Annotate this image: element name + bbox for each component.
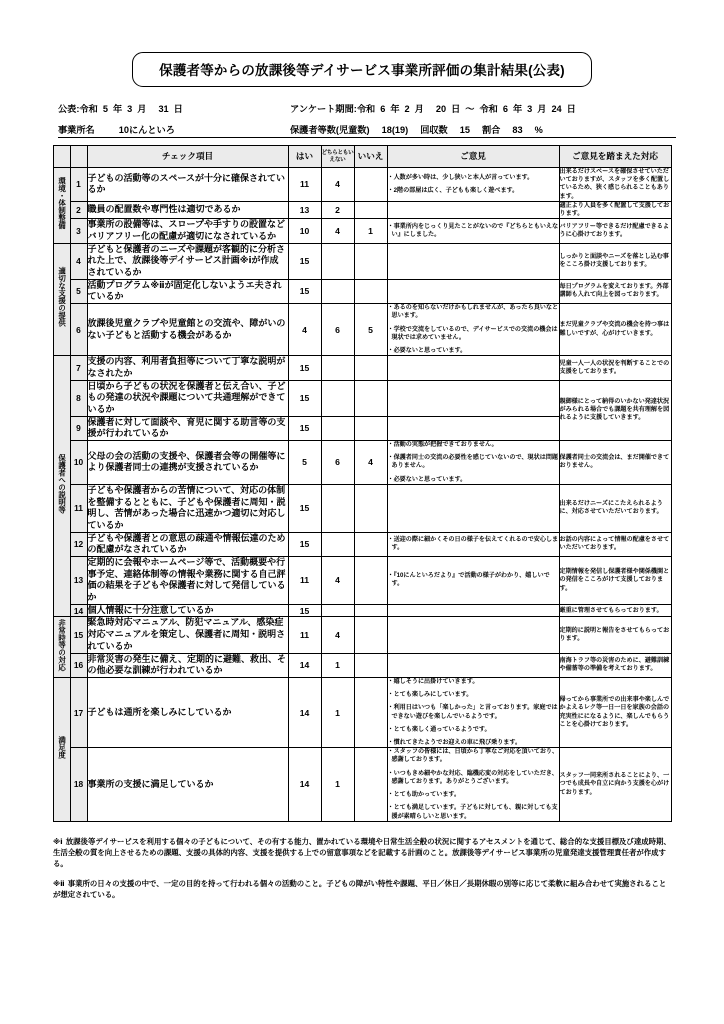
category-cell — [53, 243, 70, 356]
response-cell: まだ児童クラブや交流の機会を持つ事は難しいですが、心がけていきます。 — [559, 304, 671, 356]
yes-count: 15 — [288, 243, 321, 279]
response-cell: 出来るだけスペースを確保させていただいておりますが、スタッフを多く配置しているため、狭く感じられることもあります。 — [559, 168, 670, 200]
yes-count: 10 — [288, 219, 321, 243]
check-item-text: 個人情報に十分注意しているか — [87, 604, 288, 617]
neither-count: 4 — [321, 219, 354, 243]
neither-count — [321, 604, 354, 617]
response-cell: 適正より人員を多く配置して支援しております。 — [559, 201, 670, 218]
footnotes — [53, 836, 671, 901]
row-number: 4 — [70, 243, 87, 279]
no-count — [354, 356, 387, 380]
footnote-text: 事業所の日々の支援の中で、一定の目的を持って行われる個々の活動のこと。子どもの障がい特性や課題、平日／休日／長期休暇の別等に応じて柔軟に組み合わせて実施されることが想定されている。 — [53, 879, 667, 900]
response-cell: 帰ってから事業所での出来事や楽しんでかよえるレク等一日一日を家族の会話の充実性にになるように、楽しんでもらうことを心掛けております。 — [559, 677, 671, 747]
table-row — [53, 484, 671, 532]
row-number: 15 — [70, 617, 87, 653]
opinion-item: ・『10にんといろだより』で活動の様子がわかり、嬉しいです。 — [387, 572, 550, 588]
response-cell: しっかりと面談やニーズを落とし込む事をこころ掛け支援しております。 — [559, 243, 671, 279]
table-row — [53, 219, 671, 243]
category-cell — [53, 168, 70, 244]
footnote-marker: ※ⅰ — [53, 836, 63, 846]
neither-count: 1 — [321, 748, 354, 822]
response-cell: 定期情報を発信し保護者様や関係機関との発信をこころがけて支援しております。 — [559, 557, 671, 605]
check-item-text: 活動プログラム※ⅱが固定化しないようエ夫されているか — [87, 279, 288, 303]
no-count — [354, 532, 387, 556]
check-item-text: 定期的に会報やホームページ等で、活動概要や行事予定、連絡体制等の情報や業務に関する自己評価の結果を子どもや保護者に対して発信しているか — [87, 557, 288, 605]
opinion-cell — [387, 304, 559, 356]
opinion-item: ・とても助かっています。 — [387, 791, 461, 799]
check-item-text: 子どもの活動等のスペースが十分に確保されているか — [87, 168, 288, 202]
period-start-year-unit: 年 — [390, 104, 400, 114]
publish-date-group — [58, 101, 290, 115]
neither-count: 4 — [321, 617, 354, 653]
opinion-item: ・事業所内をじっくり見たことがないので『どちらともいえない』にしました。 — [387, 222, 559, 238]
row-number: 12 — [70, 532, 87, 556]
guardians-label: 保護者等数(児童数) — [290, 125, 370, 135]
period-end-year-unit: 年 — [512, 104, 523, 114]
table-row — [53, 532, 671, 556]
opinion-item: ・必要ないと思っています。 — [387, 475, 467, 483]
neither-count: 6 — [321, 304, 354, 356]
neither-count — [321, 416, 354, 440]
collected-value: 15 — [459, 125, 470, 135]
neither-count — [321, 243, 354, 279]
check-item-text: 保護者に対して面談や、育児に関する助言等の支援が行われているか — [87, 416, 288, 440]
table-row — [53, 748, 671, 822]
period-end-year: 6 — [502, 104, 508, 114]
yes-count: 5 — [288, 441, 321, 485]
period-start-day-unit: 日 — [451, 104, 461, 114]
opinion-item: ・送迎の際に細かくその日の様子を伝えてくれるので安心します。 — [387, 536, 559, 552]
table-row — [53, 243, 671, 279]
check-item-text: 子どもと保護者のニーズや課題が客観的に分析された上で、放課後等デイサービス計画※ⅰが作成されているか — [87, 243, 288, 279]
no-count — [354, 604, 387, 617]
yes-count: 11 — [288, 557, 321, 605]
opinion-item: ・とても楽しみにしています。 — [387, 691, 473, 699]
yes-count: 15 — [288, 484, 321, 532]
title-container — [0, 0, 724, 87]
yes-count: 4 — [288, 304, 321, 356]
period-end-month: 3 — [527, 104, 533, 114]
ratio-value: 83 — [512, 125, 523, 135]
yes-count: 11 — [288, 617, 321, 653]
header-yes: はい — [288, 146, 321, 168]
neither-count: 4 — [321, 557, 354, 605]
opinion-cell — [387, 168, 559, 202]
survey-period-group — [290, 101, 676, 115]
yes-count: 13 — [288, 201, 321, 218]
table-header-row — [53, 146, 671, 168]
response-cell: 出来るだけニーズにこたえられるように、対応させていただいております。 — [559, 484, 671, 532]
opinion-item: ・人数が多い時は、少し狭いと本人が言っています。 — [387, 173, 534, 181]
page-title: 保護者等からの放課後等デイサービス事業所評価の集計結果(公表) — [132, 52, 592, 87]
yes-count: 11 — [288, 168, 321, 202]
publish-day-unit: 日 — [173, 104, 183, 114]
neither-count — [321, 532, 354, 556]
ratio-unit: % — [534, 125, 543, 135]
yes-count: 14 — [288, 748, 321, 822]
opinion-cell — [387, 243, 559, 279]
office-name-label: 事業所名 — [58, 125, 95, 135]
table-row — [53, 168, 671, 202]
evaluation-table — [53, 145, 672, 822]
neither-count: 2 — [321, 201, 354, 218]
check-item-text: 放課後児童クラブや児童館との交流や、障がいのない子どもと活動する機会があるか — [87, 304, 288, 356]
header-no: いいえ — [354, 146, 387, 168]
period-start-month: 2 — [404, 104, 410, 114]
no-count: 5 — [354, 304, 387, 356]
category-cell — [53, 677, 70, 821]
no-count — [354, 557, 387, 605]
opinion-cell — [387, 748, 559, 822]
row-number: 10 — [70, 441, 87, 485]
publish-month-value: 3 — [127, 104, 133, 114]
row-number: 18 — [70, 748, 87, 822]
no-count: 1 — [354, 219, 387, 243]
response-cell: 南海トラフ等の災害のために、避難訓練や備蓄等の準備を考えております。 — [559, 653, 671, 677]
check-item-text: 支援の内容、利用者負担等について丁寧な説明がなされたか — [87, 356, 288, 380]
yes-count: 15 — [288, 279, 321, 303]
neither-count: 1 — [321, 677, 354, 747]
opinion-cell — [387, 356, 559, 380]
check-item-text: 子どもや保護者からの苦情について、対応の体制を整備するとともに、子どもや保護者に周知・説明し、苦情があった場合に迅速かつ適切に対応しているか — [87, 484, 288, 532]
header-row-office — [58, 122, 676, 138]
publish-year-value: 5 — [102, 104, 108, 114]
no-count — [354, 416, 387, 440]
guardians-value: 18(19) — [381, 125, 409, 135]
category-label: 非常時等の対応 — [57, 618, 67, 671]
no-count — [354, 243, 387, 279]
table-row — [53, 677, 671, 747]
table-row — [53, 604, 671, 617]
no-count — [354, 653, 387, 677]
check-item-text: 子どもや保護者との意思の疎通や情報伝達のための配慮がなされているか — [87, 532, 288, 556]
check-item-text: 職員の配置数や専門性は適切であるか — [87, 201, 288, 218]
table-row — [53, 279, 671, 303]
category-label: 保護者への説明等 — [57, 454, 67, 514]
opinion-cell — [387, 279, 559, 303]
opinion-item: ・嬉しそうに出掛けていきます。 — [387, 677, 479, 685]
opinion-cell — [387, 617, 559, 653]
no-count — [354, 677, 387, 747]
header-neither: どちらともいえない — [321, 146, 354, 168]
opinion-item: ・とても楽しく通っているようです。 — [387, 725, 491, 733]
response-cell: 厳重に管理させてもらっております。 — [559, 604, 671, 617]
table-row — [53, 201, 671, 218]
row-number: 8 — [70, 380, 87, 416]
publish-date-label: 公表:令和 — [58, 104, 98, 114]
table-row — [53, 380, 671, 416]
yes-count: 14 — [288, 653, 321, 677]
category-cell — [53, 356, 70, 617]
opinion-item: ・活動の実態が把握できておりません。 — [387, 441, 498, 449]
opinion-cell — [387, 532, 559, 556]
response-cell: 児童一人一人の状況を判断することでの支援をしております。 — [559, 356, 671, 380]
no-count — [354, 617, 387, 653]
header-check-item: チェック項目 — [87, 146, 288, 168]
check-item-text: 事業所の支援に満足しているか — [87, 748, 288, 822]
row-number: 1 — [70, 168, 87, 202]
table-row — [53, 653, 671, 677]
check-item-text: 緊急時対応マニュアル、防犯マニュアル、感染症対応マニュアルを策定し、保護者に周知・説明されているか — [87, 617, 288, 653]
opinion-item: ・必要ないと思っています。 — [387, 347, 467, 354]
check-item-text: 非常災害の発生に備え、定期的に避難、救出、その他必要な訓練が行われているか — [87, 653, 288, 677]
row-number: 16 — [70, 653, 87, 677]
header-number — [70, 146, 87, 168]
yes-count: 15 — [288, 380, 321, 416]
row-number: 9 — [70, 416, 87, 440]
response-cell: バリアフリー等できるだけ配慮できるように心掛けております。 — [559, 219, 671, 243]
no-count: 4 — [354, 441, 387, 485]
table-row — [53, 557, 671, 605]
opinion-cell — [387, 219, 559, 243]
opinion-cell — [387, 201, 559, 218]
opinion-item: ・とても満足しています。子どもに対しても、親に対しても支援が素晴らしいと思います。 — [387, 804, 558, 820]
neither-count: 1 — [321, 653, 354, 677]
opinion-item: ・いつもきめ細やかな対応、臨機応変の対応をしていただき、感謝しております。ありがとうございます。 — [387, 769, 558, 785]
response-cell: 定期的に説明と報告をさせてもらっております。 — [559, 617, 671, 653]
office-group — [58, 122, 290, 138]
table-row — [53, 617, 671, 653]
office-name-value: 10にんといろ — [118, 125, 175, 135]
row-number: 17 — [70, 677, 87, 747]
no-count — [354, 201, 387, 218]
yes-count: 15 — [288, 532, 321, 556]
period-tilde: ～ — [465, 104, 475, 114]
check-item-text: 子どもは通所を楽しみにしているか — [87, 677, 288, 747]
check-item-text: 日頃から子どもの状況を保護者と伝え合い、子どもの発達の状況や課題について共通理解ができているか — [87, 380, 288, 416]
period-start-day: 20 — [435, 104, 447, 114]
yes-count: 15 — [288, 416, 321, 440]
no-count — [354, 168, 387, 202]
footnote-text: 放課後等デイサービスを利用する個々の子どもについて、その有する能力、置かれている環境や日常生活全般の状況に関するアセスメントを通じて、総合的な支援目標及び達成時期、生活全般の質を向上させるための課題、支援の具体的内容、支援を提供する上での留意事項などを記載する計画のこと。放課後等デイサービス事業所の児童発達支援管理責任者が作成する。 — [53, 836, 671, 868]
period-end-month-unit: 月 — [537, 104, 547, 114]
period-start-month-unit: 月 — [414, 104, 424, 114]
no-count — [354, 484, 387, 532]
opinion-cell — [387, 653, 559, 677]
opinion-cell — [387, 484, 559, 532]
opinion-item: ・2階の部屋は広く、子どもも楽しく遊べます。 — [387, 186, 519, 194]
opinion-cell — [387, 441, 559, 485]
row-number: 6 — [70, 304, 87, 356]
period-end-day: 24 — [551, 104, 562, 114]
opinion-cell — [387, 557, 559, 605]
row-number: 7 — [70, 356, 87, 380]
no-count — [354, 380, 387, 416]
row-number: 5 — [70, 279, 87, 303]
table-row — [53, 304, 671, 356]
neither-count — [321, 356, 354, 380]
table-body — [53, 168, 671, 822]
opinion-item: ・スタッフの皆様には、日頃から丁寧なご対応を頂いており、感謝しております。 — [387, 748, 559, 764]
footnote — [53, 878, 671, 900]
check-item-text: 事業所の設備等は、スロープや手すりの設置などバリアフリー化の配慮が適切になされているか — [87, 219, 288, 243]
opinion-cell — [387, 677, 559, 747]
neither-count — [321, 484, 354, 532]
no-count — [354, 279, 387, 303]
footnote-marker: ※ⅱ — [53, 879, 65, 889]
period-start-year: 6 — [380, 104, 386, 114]
yes-count: 15 — [288, 356, 321, 380]
header-opinion: ご意見 — [387, 146, 559, 168]
header-category — [53, 146, 70, 168]
response-cell: 親御様にとって納得のいかない発達状況がみられる場合でも課題を共有理解を図れるように支援していきます。 — [559, 380, 671, 440]
response-cell: お話の内容によって情報の配慮をさせていただいております。 — [559, 532, 671, 556]
row-number: 3 — [70, 219, 87, 243]
opinion-item: ・利用日はいつも「楽しかった」と言っております。家庭ではできない遊びを楽しんでいるようです。 — [387, 704, 558, 720]
no-count — [354, 748, 387, 822]
collected-label: 回収数 — [420, 125, 448, 135]
publish-month-unit: 月 — [137, 104, 147, 114]
row-number: 13 — [70, 557, 87, 605]
neither-count — [321, 380, 354, 416]
response-cell: 毎日プログラムを変えております。外部講師も入れて向上を図っております。 — [559, 279, 671, 303]
opinion-item: ・あるのを知らないだけかもしれませんが、あったら良いなと思います。 — [387, 304, 559, 320]
header-info — [0, 101, 724, 138]
opinion-item: ・学校で交流をしているので、デイサービスでの交流の機会は現状では求めていません。 — [387, 325, 558, 341]
opinion-item: ・保護者同士の交流の必要性を感じていないので、現状は問題ありません。 — [387, 454, 559, 470]
response-cell: スタッフ一同来所されることにより、一つでも成長や自立に向かう支援を心がけております。 — [559, 748, 671, 822]
neither-count: 4 — [321, 168, 354, 202]
category-label: 適切な支援の提供 — [57, 267, 67, 327]
header-response: ご意見を踏まえた対応 — [559, 146, 671, 168]
neither-count: 6 — [321, 441, 354, 485]
publish-year-unit: 年 — [112, 104, 123, 114]
row-number: 11 — [70, 484, 87, 532]
response-cell: 保護者同士の交流会は、まだ開催できておりません。 — [559, 441, 671, 485]
table-header — [53, 146, 671, 168]
publish-day-value: 31 — [158, 104, 169, 114]
period-end-day-unit: 日 — [566, 104, 576, 114]
period-end-prefix: 令和 — [479, 104, 498, 114]
opinion-cell — [387, 416, 559, 440]
yes-count: 14 — [288, 677, 321, 747]
table-row — [53, 356, 671, 380]
counts-group — [290, 122, 676, 138]
opinion-cell — [387, 604, 559, 617]
neither-count — [321, 279, 354, 303]
row-number: 14 — [70, 604, 87, 617]
category-label: 満足度 — [57, 735, 67, 758]
opinion-item: ・慣れてきたようでお迎えの車に飛び乗ります。 — [387, 739, 522, 746]
category-cell — [53, 617, 70, 677]
ratio-label: 割合 — [481, 125, 501, 135]
row-number: 2 — [70, 201, 87, 218]
category-label: 環境・体制整備 — [57, 176, 67, 229]
table-row — [53, 441, 671, 485]
header-row-dates — [58, 101, 676, 115]
opinion-cell — [387, 380, 559, 416]
footnote — [53, 836, 671, 869]
check-item-text: 父母の会の活動の支援や、保護者会等の開催等により保護者同士の連携が支援されているか — [87, 441, 288, 485]
period-label: アンケート期間:令和 — [290, 104, 376, 114]
yes-count: 15 — [288, 604, 321, 617]
